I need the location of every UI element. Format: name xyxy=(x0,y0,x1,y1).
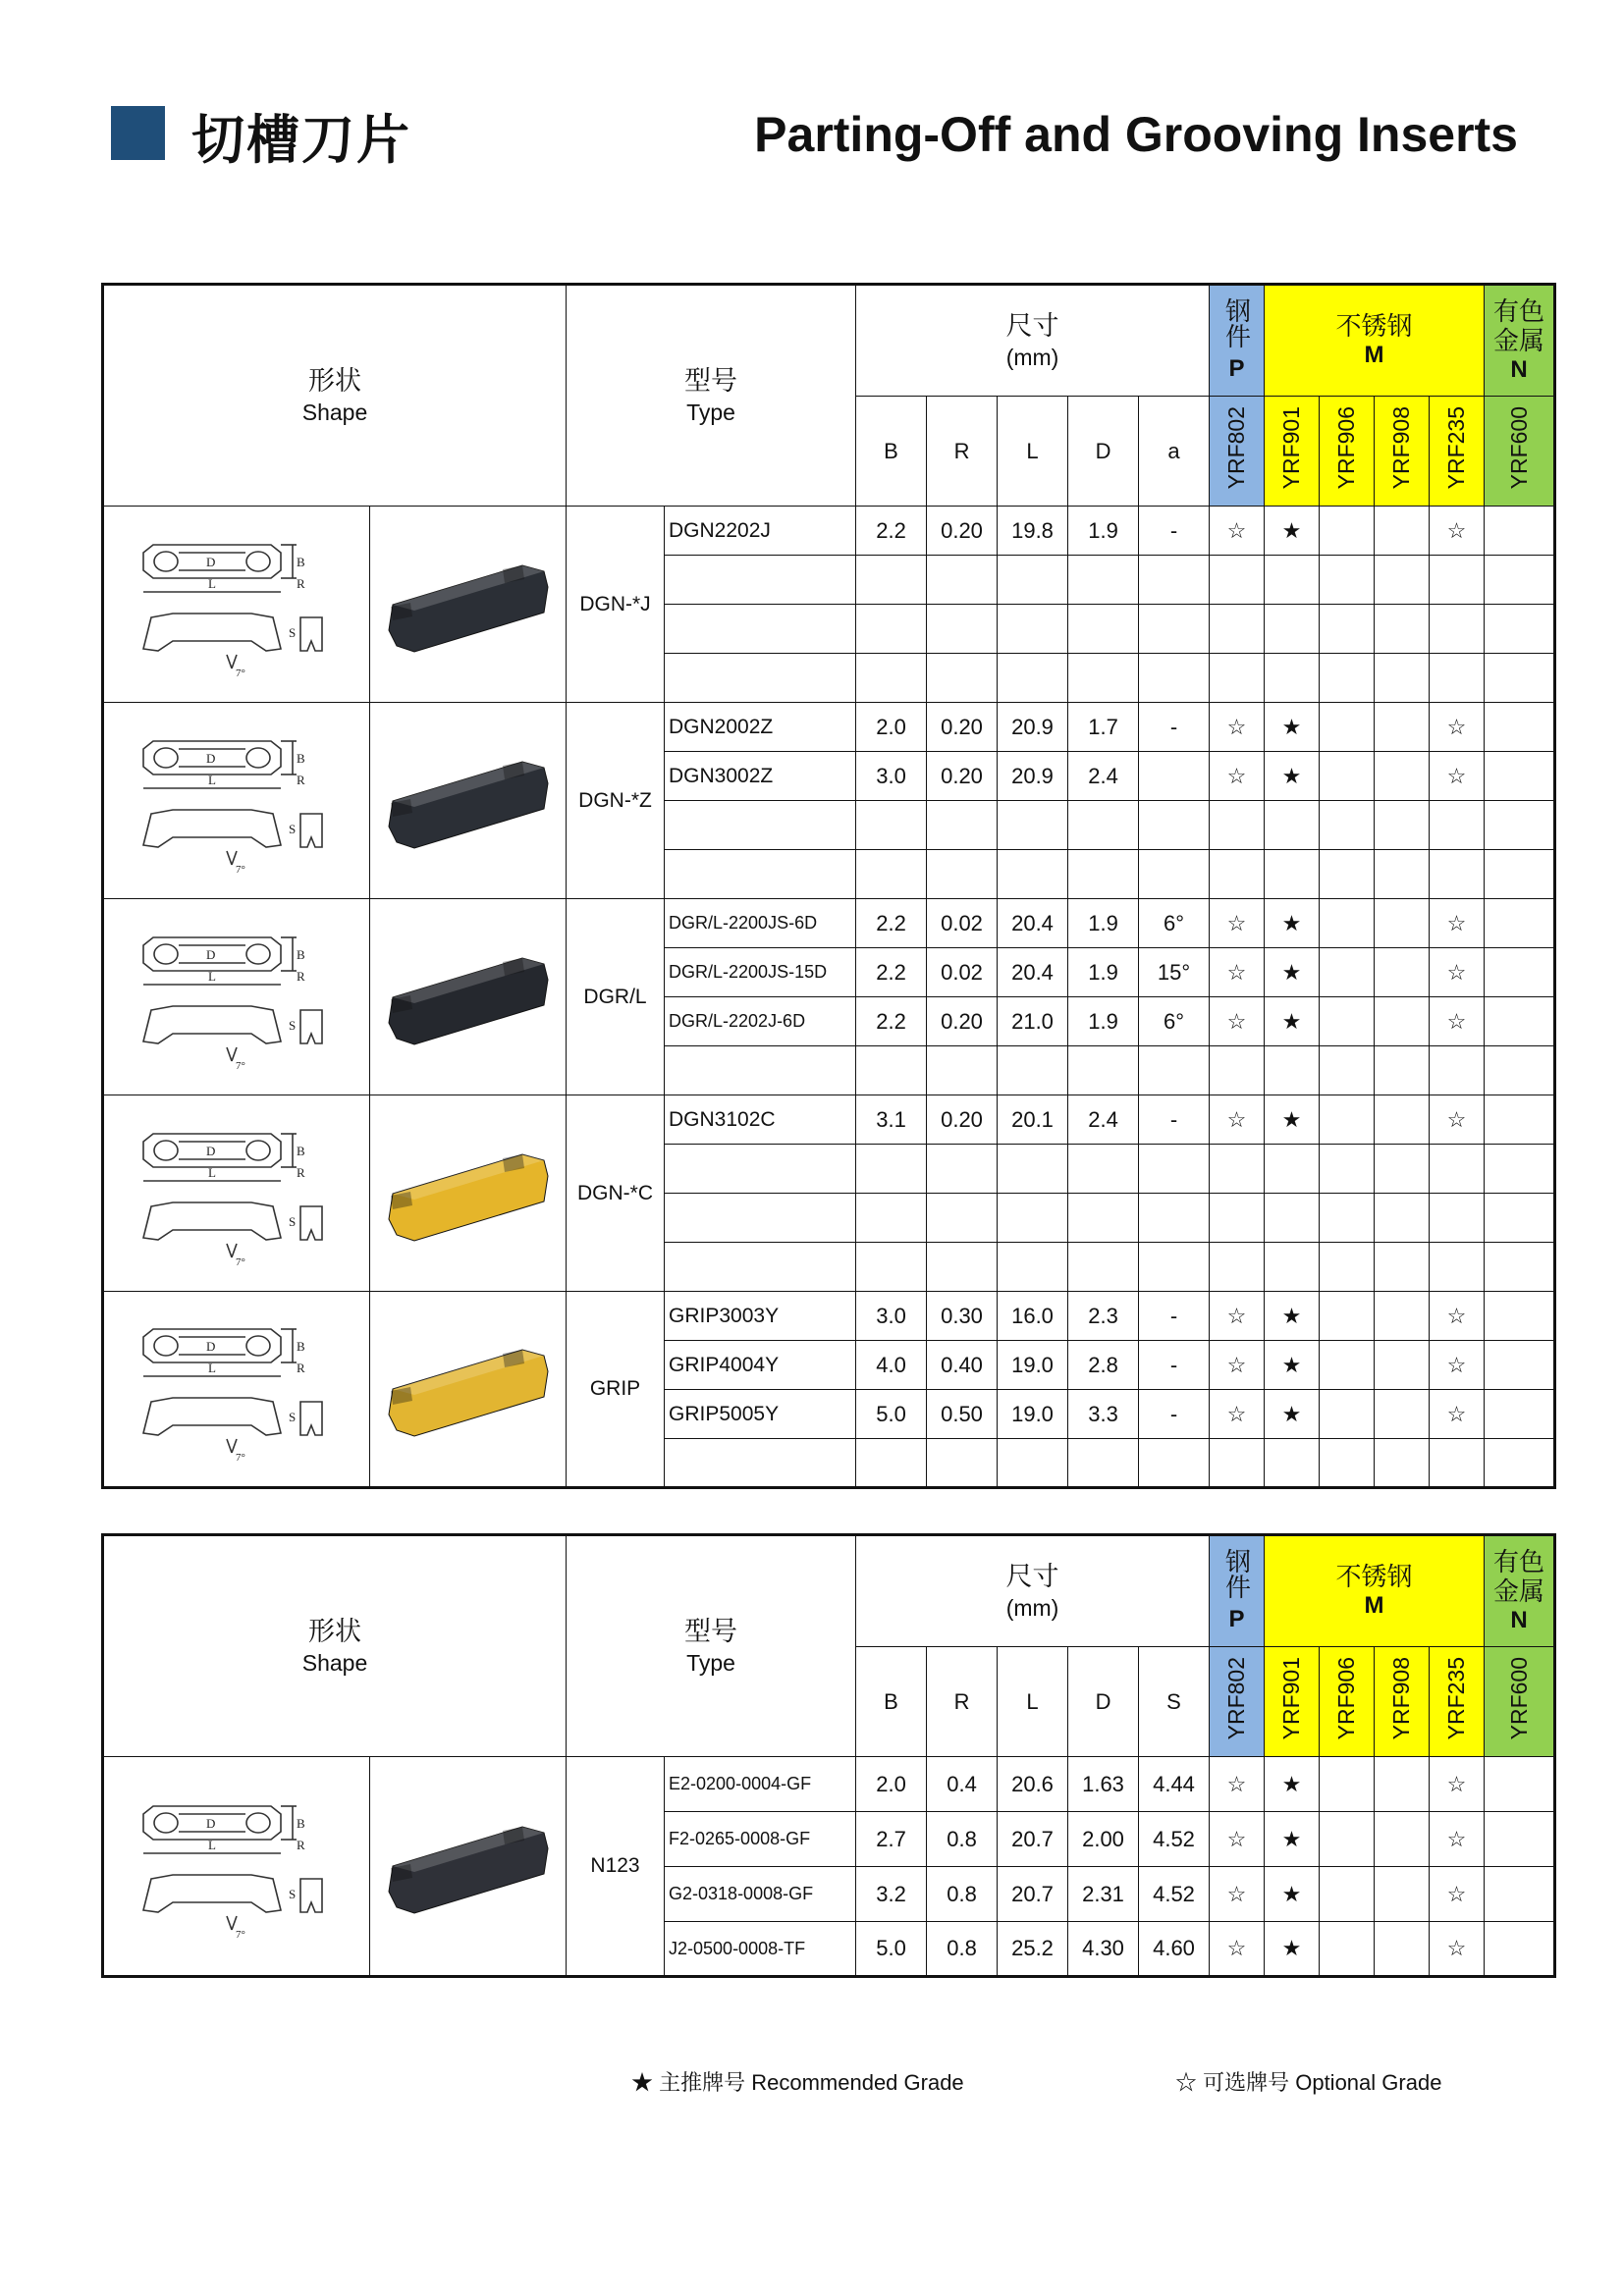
dim-cell: 20.7 xyxy=(998,1812,1068,1867)
dim-cell: - xyxy=(1139,1292,1210,1341)
insert-photo xyxy=(375,1320,562,1458)
grade-mark xyxy=(1485,997,1555,1046)
dim-cell: 3.0 xyxy=(856,752,927,801)
label-d: D xyxy=(206,750,216,766)
insert-line-drawing xyxy=(134,1120,340,1267)
grade-header: YRF908 xyxy=(1375,1647,1430,1757)
grade-mark: ★ xyxy=(1265,997,1320,1046)
dim-header: a xyxy=(1139,397,1210,507)
grade-mark: ☆ xyxy=(1210,507,1265,556)
dim-cell: 16.0 xyxy=(998,1292,1068,1341)
grade-header: YRF901 xyxy=(1265,1647,1320,1757)
grade-mark xyxy=(1485,1812,1555,1867)
dim-cell: 0.30 xyxy=(927,1292,998,1341)
grade-mark: ☆ xyxy=(1210,1922,1265,1977)
dim-cell: 1.63 xyxy=(1068,1757,1139,1812)
grade-mark: ★ xyxy=(1265,703,1320,752)
label-s: S xyxy=(289,821,297,836)
insert-photo xyxy=(375,1125,562,1262)
grade-mark: ★ xyxy=(1265,1922,1320,1977)
dim-cell: 6° xyxy=(1139,997,1210,1046)
family-cell: N123 xyxy=(567,1757,665,1977)
dimension-header: 尺寸 (mm) xyxy=(856,1535,1210,1647)
grade-mark: ★ xyxy=(1265,948,1320,997)
dim-cell: 4.44 xyxy=(1139,1757,1210,1812)
shape-header: 形状 Shape xyxy=(103,285,567,507)
label-r: R xyxy=(297,772,305,787)
label-b: B xyxy=(297,554,305,569)
grade-mark xyxy=(1485,948,1555,997)
dim-cell: 2.31 xyxy=(1068,1867,1139,1922)
grade-mark xyxy=(1485,1922,1555,1977)
dim-cell: 0.50 xyxy=(927,1390,998,1439)
grade-mark xyxy=(1485,507,1555,556)
grade-mark: ★ xyxy=(1265,1292,1320,1341)
dim-header: L xyxy=(998,1647,1068,1757)
family-cell: DGN-*J xyxy=(567,507,665,703)
grade-mark: ☆ xyxy=(1430,752,1485,801)
label-l: L xyxy=(208,968,216,984)
grade-header: YRF802 xyxy=(1210,1647,1265,1757)
grade-header: YRF901 xyxy=(1265,397,1320,507)
dim-header: B xyxy=(856,397,927,507)
grade-mark: ☆ xyxy=(1210,703,1265,752)
steel-group-header: 钢件 P xyxy=(1210,1535,1265,1647)
dim-cell: 20.9 xyxy=(998,752,1068,801)
label-b: B xyxy=(297,946,305,962)
type-cell: E2-0200-0004-GF xyxy=(665,1757,856,1812)
shape-photo-cell xyxy=(370,1757,567,1977)
shape-drawing-cell xyxy=(103,507,370,703)
type-cell: DGN3002Z xyxy=(665,752,856,801)
shape-drawing-cell xyxy=(103,703,370,899)
type-cell: DGR/L-2200JS-15D xyxy=(665,948,856,997)
dim-cell: 1.9 xyxy=(1068,997,1139,1046)
dim-cell: 20.7 xyxy=(998,1867,1068,1922)
type-cell: DGN3102C xyxy=(665,1095,856,1145)
dimension-header: 尺寸 (mm) xyxy=(856,285,1210,397)
dim-cell: - xyxy=(1139,1095,1210,1145)
insert-photo xyxy=(375,1797,562,1935)
dim-header: R xyxy=(927,1647,998,1757)
grade-mark xyxy=(1320,1341,1375,1390)
label-l: L xyxy=(208,1361,216,1375)
grade-mark: ★ xyxy=(1265,1390,1320,1439)
grade-header: YRF908 xyxy=(1375,397,1430,507)
type-cell: GRIP5005Y xyxy=(665,1390,856,1439)
dim-cell: 3.0 xyxy=(856,1292,927,1341)
inserts-table-1 xyxy=(101,283,1556,1489)
page-title-cn: 切槽刀片 xyxy=(191,109,411,171)
family-cell: GRIP xyxy=(567,1292,665,1488)
grade-mark: ☆ xyxy=(1210,1757,1265,1812)
dim-cell: 2.0 xyxy=(856,703,927,752)
dim-cell: 2.8 xyxy=(1068,1341,1139,1390)
insert-line-drawing xyxy=(134,727,340,875)
label-b: B xyxy=(297,750,305,766)
grade-mark: ☆ xyxy=(1210,1867,1265,1922)
grade-mark: ☆ xyxy=(1430,1867,1485,1922)
dim-cell: 2.4 xyxy=(1068,1095,1139,1145)
grade-mark: ★ xyxy=(1265,507,1320,556)
grade-mark xyxy=(1375,899,1430,948)
grade-mark: ☆ xyxy=(1430,1095,1485,1145)
dim-cell: 6° xyxy=(1139,899,1210,948)
dim-cell: 3.1 xyxy=(856,1095,927,1145)
grade-header: YRF235 xyxy=(1430,1647,1485,1757)
type-cell: J2-0500-0008-TF xyxy=(665,1922,856,1977)
dim-cell: 19.0 xyxy=(998,1390,1068,1439)
grade-mark: ☆ xyxy=(1210,899,1265,948)
insert-photo xyxy=(375,929,562,1066)
grade-mark: ☆ xyxy=(1430,703,1485,752)
grade-mark: ☆ xyxy=(1430,1341,1485,1390)
dim-header: D xyxy=(1068,1647,1139,1757)
grade-mark xyxy=(1485,899,1555,948)
grade-mark: ☆ xyxy=(1430,1757,1485,1812)
dim-cell: 20.9 xyxy=(998,703,1068,752)
grade-mark xyxy=(1320,1867,1375,1922)
type-cell: G2-0318-0008-GF xyxy=(665,1867,856,1922)
dim-cell: 1.9 xyxy=(1068,507,1139,556)
inserts-table-2 xyxy=(101,1533,1556,1978)
shape-drawing-cell xyxy=(103,1757,370,1977)
grade-header: YRF802 xyxy=(1210,397,1265,507)
dim-cell: 2.2 xyxy=(856,507,927,556)
grade-mark xyxy=(1485,1095,1555,1145)
grade-mark xyxy=(1320,1095,1375,1145)
grade-mark: ☆ xyxy=(1210,1390,1265,1439)
grade-mark xyxy=(1375,1867,1430,1922)
dim-cell: 15° xyxy=(1139,948,1210,997)
nonferrous-group-header: 有色金属 N xyxy=(1485,1535,1555,1647)
dim-cell: - xyxy=(1139,1341,1210,1390)
grade-mark xyxy=(1320,899,1375,948)
label-b: B xyxy=(297,1816,305,1831)
dim-cell: 1.9 xyxy=(1068,899,1139,948)
header-square xyxy=(111,106,165,160)
dim-cell: 19.8 xyxy=(998,507,1068,556)
type-header: 型号 Type xyxy=(567,1535,856,1757)
type-cell: DGR/L-2200JS-6D xyxy=(665,899,856,948)
grade-mark xyxy=(1375,1922,1430,1977)
dim-cell: 20.6 xyxy=(998,1757,1068,1812)
label-l: L xyxy=(208,1164,216,1180)
shape-drawing-cell xyxy=(103,1095,370,1292)
grade-mark xyxy=(1320,752,1375,801)
grade-mark xyxy=(1375,948,1430,997)
insert-line-drawing xyxy=(134,1315,340,1463)
grade-mark: ☆ xyxy=(1430,1812,1485,1867)
dim-cell: 0.8 xyxy=(927,1867,998,1922)
grade-mark xyxy=(1320,1922,1375,1977)
label-d: D xyxy=(206,946,216,962)
dim-cell: 2.00 xyxy=(1068,1812,1139,1867)
dim-cell: 0.20 xyxy=(927,752,998,801)
grade-mark xyxy=(1375,507,1430,556)
dim-cell: 0.02 xyxy=(927,948,998,997)
label-angle: 7° xyxy=(236,1059,245,1071)
label-s: S xyxy=(289,624,297,640)
grade-mark xyxy=(1375,703,1430,752)
dim-cell: 4.52 xyxy=(1139,1812,1210,1867)
grade-mark: ★ xyxy=(1265,1095,1320,1145)
insert-photo xyxy=(375,536,562,673)
dim-cell: 0.4 xyxy=(927,1757,998,1812)
label-s: S xyxy=(289,1017,297,1033)
dim-header: R xyxy=(927,397,998,507)
family-cell: DGR/L xyxy=(567,899,665,1095)
grade-mark: ☆ xyxy=(1430,948,1485,997)
grade-mark xyxy=(1320,1390,1375,1439)
grade-mark: ☆ xyxy=(1210,997,1265,1046)
grade-mark xyxy=(1485,1757,1555,1812)
grade-mark: ★ xyxy=(1265,1757,1320,1812)
shape-photo-cell xyxy=(370,899,567,1095)
grade-mark xyxy=(1320,1812,1375,1867)
type-cell: DGR/L-2202J-6D xyxy=(665,997,856,1046)
table-row xyxy=(103,899,1555,948)
family-cell: DGN-*C xyxy=(567,1095,665,1292)
label-b: B xyxy=(297,1143,305,1158)
dim-cell: 2.2 xyxy=(856,948,927,997)
legend-optional: ☆ 可选牌号 Optional Grade xyxy=(1175,2070,1442,2095)
label-r: R xyxy=(297,575,305,591)
table-row xyxy=(103,507,1555,556)
grade-mark xyxy=(1375,1292,1430,1341)
shape-photo-cell xyxy=(370,1095,567,1292)
grade-mark xyxy=(1375,1390,1430,1439)
dim-header: D xyxy=(1068,397,1139,507)
dim-cell xyxy=(1139,752,1210,801)
dim-cell: 0.20 xyxy=(927,703,998,752)
legend-recommended: ★ 主推牌号 Recommended Grade xyxy=(631,2070,964,2095)
dim-cell: 5.0 xyxy=(856,1390,927,1439)
grade-mark: ☆ xyxy=(1430,1390,1485,1439)
label-d: D xyxy=(206,554,216,569)
grade-mark: ☆ xyxy=(1430,997,1485,1046)
shape-drawing-cell xyxy=(103,899,370,1095)
grade-header: YRF235 xyxy=(1430,397,1485,507)
grade-mark: ☆ xyxy=(1210,948,1265,997)
dim-cell: 25.2 xyxy=(998,1922,1068,1977)
type-cell: DGN2202J xyxy=(665,507,856,556)
grade-mark xyxy=(1485,752,1555,801)
dim-cell: 0.20 xyxy=(927,1095,998,1145)
type-cell: GRIP4004Y xyxy=(665,1341,856,1390)
shape-photo-cell xyxy=(370,1292,567,1488)
dim-cell: 20.4 xyxy=(998,899,1068,948)
dim-cell: - xyxy=(1139,703,1210,752)
label-s: S xyxy=(289,1410,297,1424)
insert-line-drawing xyxy=(134,531,340,678)
label-b: B xyxy=(297,1339,305,1354)
grade-mark: ★ xyxy=(1265,752,1320,801)
dim-cell: 0.40 xyxy=(927,1341,998,1390)
label-angle: 7° xyxy=(236,1929,245,1940)
type-cell: F2-0265-0008-GF xyxy=(665,1812,856,1867)
label-r: R xyxy=(297,1164,305,1180)
label-l: L xyxy=(208,1838,216,1852)
grade-mark: ★ xyxy=(1265,1867,1320,1922)
label-s: S xyxy=(289,1213,297,1229)
grade-mark: ☆ xyxy=(1210,1812,1265,1867)
label-r: R xyxy=(297,1361,305,1375)
grade-mark xyxy=(1320,507,1375,556)
dim-cell: 4.0 xyxy=(856,1341,927,1390)
insert-line-drawing xyxy=(134,1792,340,1940)
grade-header: YRF906 xyxy=(1320,1647,1375,1757)
grade-mark: ☆ xyxy=(1430,1292,1485,1341)
dim-cell: 2.3 xyxy=(1068,1292,1139,1341)
grade-mark xyxy=(1485,1341,1555,1390)
dim-cell: - xyxy=(1139,507,1210,556)
dim-cell: 20.1 xyxy=(998,1095,1068,1145)
dim-cell: 19.0 xyxy=(998,1341,1068,1390)
label-angle: 7° xyxy=(236,1255,245,1267)
grade-mark xyxy=(1320,703,1375,752)
grade-mark xyxy=(1375,752,1430,801)
label-r: R xyxy=(297,1838,305,1852)
grade-mark: ★ xyxy=(1265,899,1320,948)
dim-cell: 5.0 xyxy=(856,1922,927,1977)
grade-header: YRF600 xyxy=(1485,397,1555,507)
grade-mark xyxy=(1485,1390,1555,1439)
grade-mark xyxy=(1485,703,1555,752)
label-angle: 7° xyxy=(236,863,245,875)
dim-cell: 0.20 xyxy=(927,997,998,1046)
label-l: L xyxy=(208,772,216,787)
grade-mark: ☆ xyxy=(1210,1292,1265,1341)
grade-header: YRF600 xyxy=(1485,1647,1555,1757)
grade-mark xyxy=(1485,1867,1555,1922)
grade-mark: ☆ xyxy=(1430,899,1485,948)
grade-mark xyxy=(1375,1341,1430,1390)
grade-mark xyxy=(1320,1757,1375,1812)
shape-header: 形状 Shape xyxy=(103,1535,567,1757)
grade-mark: ☆ xyxy=(1430,1922,1485,1977)
dim-cell: 21.0 xyxy=(998,997,1068,1046)
dim-cell: 2.2 xyxy=(856,899,927,948)
dim-cell: 2.7 xyxy=(856,1812,927,1867)
stainless-group-header: 不锈钢 M xyxy=(1265,285,1485,397)
grade-mark: ☆ xyxy=(1210,1095,1265,1145)
label-r: R xyxy=(297,968,305,984)
label-angle: 7° xyxy=(236,1452,245,1463)
label-d: D xyxy=(206,1143,216,1158)
dim-cell: 0.20 xyxy=(927,507,998,556)
table-row xyxy=(103,1757,1555,1812)
label-l: L xyxy=(208,575,216,591)
grade-mark xyxy=(1375,997,1430,1046)
dim-header: L xyxy=(998,397,1068,507)
table-row xyxy=(103,1292,1555,1341)
label-d: D xyxy=(206,1339,216,1354)
dim-cell: 4.52 xyxy=(1139,1867,1210,1922)
grade-mark xyxy=(1485,1292,1555,1341)
grade-mark xyxy=(1320,1292,1375,1341)
dim-header: B xyxy=(856,1647,927,1757)
type-cell: GRIP3003Y xyxy=(665,1292,856,1341)
insert-line-drawing xyxy=(134,924,340,1071)
page-title-en: Parting-Off and Grooving Inserts xyxy=(754,107,1518,162)
label-s: S xyxy=(289,1887,297,1901)
dim-cell: - xyxy=(1139,1390,1210,1439)
grade-mark xyxy=(1375,1812,1430,1867)
grade-mark xyxy=(1320,948,1375,997)
dim-cell: 2.0 xyxy=(856,1757,927,1812)
grade-mark xyxy=(1375,1095,1430,1145)
table-row xyxy=(103,1095,1555,1145)
dim-cell: 3.3 xyxy=(1068,1390,1139,1439)
dim-header: S xyxy=(1139,1647,1210,1757)
dim-cell: 4.60 xyxy=(1139,1922,1210,1977)
dim-cell: 2.4 xyxy=(1068,752,1139,801)
grade-mark: ★ xyxy=(1265,1341,1320,1390)
shape-photo-cell xyxy=(370,507,567,703)
dim-cell: 0.8 xyxy=(927,1922,998,1977)
dim-cell: 3.2 xyxy=(856,1867,927,1922)
grade-mark: ★ xyxy=(1265,1812,1320,1867)
dim-cell: 1.7 xyxy=(1068,703,1139,752)
shape-photo-cell xyxy=(370,703,567,899)
type-header: 型号 Type xyxy=(567,285,856,507)
grade-mark xyxy=(1375,1757,1430,1812)
family-cell: DGN-*Z xyxy=(567,703,665,899)
insert-photo xyxy=(375,732,562,870)
dim-cell: 2.2 xyxy=(856,997,927,1046)
dim-cell: 1.9 xyxy=(1068,948,1139,997)
steel-group-header: 钢件 P xyxy=(1210,285,1265,397)
dim-cell: 20.4 xyxy=(998,948,1068,997)
label-d: D xyxy=(206,1816,216,1831)
stainless-group-header: 不锈钢 M xyxy=(1265,1535,1485,1647)
table-row xyxy=(103,703,1555,752)
grade-mark: ☆ xyxy=(1430,507,1485,556)
grade-header: YRF906 xyxy=(1320,397,1375,507)
nonferrous-group-header: 有色金属 N xyxy=(1485,285,1555,397)
type-cell: DGN2002Z xyxy=(665,703,856,752)
label-angle: 7° xyxy=(236,667,245,678)
dim-cell: 4.30 xyxy=(1068,1922,1139,1977)
dim-cell: 0.02 xyxy=(927,899,998,948)
shape-drawing-cell xyxy=(103,1292,370,1488)
grade-mark: ☆ xyxy=(1210,752,1265,801)
grade-mark xyxy=(1320,997,1375,1046)
dim-cell: 0.8 xyxy=(927,1812,998,1867)
grade-mark: ☆ xyxy=(1210,1341,1265,1390)
